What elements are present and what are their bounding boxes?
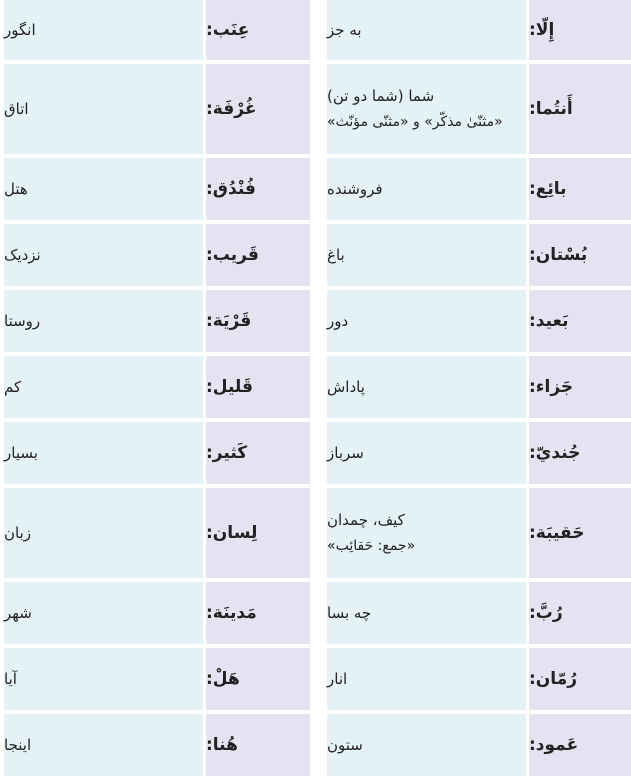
persian-meaning: کیف، چمدان (327, 511, 405, 529)
persian-meaning-cell (327, 648, 526, 710)
vocab-row (4, 714, 310, 776)
persian-meaning-cell (327, 422, 526, 484)
persian-meaning: کم (4, 378, 22, 396)
arabic-word: لِسان: (206, 488, 310, 578)
vocab-row (4, 64, 310, 154)
persian-meaning-cell (327, 582, 526, 644)
arabic-word: قَليل: (206, 356, 310, 418)
arabic-word: مَدينَة: (206, 582, 310, 644)
arabic-word: هَلْ: (206, 648, 310, 710)
persian-meaning-cell (327, 64, 526, 154)
persian-meaning-cell (327, 488, 526, 578)
vocab-row (4, 422, 310, 484)
arabic-word: عِنَب: (206, 0, 310, 60)
persian-meaning: روستا (4, 312, 41, 330)
arabic-word: كَثير: (206, 422, 310, 484)
persian-meaning-cell (327, 0, 526, 60)
arabic-word: قَرْيَة: (206, 290, 310, 352)
vocab-row (327, 64, 631, 154)
vocab-row (4, 158, 310, 220)
persian-meaning: انار (327, 670, 348, 688)
persian-meaning-cell (4, 64, 203, 154)
arabic-word: حَقيبَة: (529, 488, 631, 578)
persian-meaning-cell (4, 224, 203, 286)
vocab-row (327, 0, 631, 60)
vocab-row (327, 224, 631, 286)
persian-meaning: آیا (4, 670, 17, 688)
persian-meaning-cell (4, 158, 203, 220)
persian-meaning: انگور (4, 21, 36, 39)
persian-meaning-cell (4, 648, 203, 710)
persian-meaning: به جز (327, 21, 362, 39)
persian-meaning: اتاق (4, 100, 29, 118)
arabic-word: هُنا: (206, 714, 310, 776)
persian-meaning: بسیار (4, 444, 38, 462)
arabic-word: رُبَّ: (529, 582, 631, 644)
arabic-word: غُرْفَة: (206, 64, 310, 154)
vocab-table-left (4, 0, 310, 780)
vocab-row (327, 290, 631, 352)
persian-meaning: سرباز (327, 444, 364, 462)
vocab-table-right (327, 0, 631, 780)
persian-meaning-cell (4, 356, 203, 418)
vocab-row (327, 582, 631, 644)
persian-meaning-cell (4, 582, 203, 644)
persian-meaning: دور (327, 312, 349, 330)
persian-meaning: پاداش (327, 378, 365, 396)
persian-meaning-cell (327, 290, 526, 352)
arabic-word: جُنديّ: (529, 422, 631, 484)
vocab-row (327, 356, 631, 418)
persian-meaning: زبان (4, 524, 32, 542)
persian-meaning: شما (شما دو تن) (327, 87, 435, 105)
vocab-row (327, 714, 631, 776)
vocab-row (327, 488, 631, 578)
persian-meaning: ستون (327, 736, 363, 754)
persian-meaning-cell (4, 488, 203, 578)
persian-meaning: باغ (327, 246, 345, 264)
arabic-word: جَزاء: (529, 356, 631, 418)
persian-meaning-cell (327, 158, 526, 220)
arabic-word: بُسْتان: (529, 224, 631, 286)
vocab-row (327, 158, 631, 220)
vocab-row (4, 224, 310, 286)
persian-meaning-cell (4, 0, 203, 60)
vocab-row (327, 422, 631, 484)
persian-meaning-cell (4, 422, 203, 484)
meaning-note: «مثنّیٰ مذکّر» و «مثنّی مؤنّث» (327, 114, 503, 130)
persian-meaning-cell (4, 290, 203, 352)
vocab-row (4, 290, 310, 352)
meaning-note: «جمع: حَقائِب» (327, 538, 416, 554)
vocab-row (4, 0, 310, 60)
arabic-word: عَمود: (529, 714, 631, 776)
persian-meaning: نزدیک (4, 246, 41, 264)
vocab-row (4, 582, 310, 644)
arabic-word: بائِع: (529, 158, 631, 220)
vocab-row (4, 648, 310, 710)
vocab-row (4, 356, 310, 418)
arabic-word: رُمّان: (529, 648, 631, 710)
persian-meaning: فروشنده (327, 180, 383, 198)
arabic-word: فُنْدُق: (206, 158, 310, 220)
persian-meaning: اینجا (4, 736, 32, 754)
arabic-word: بَعید: (529, 290, 631, 352)
persian-meaning: شهر (4, 604, 32, 622)
arabic-word: أَنتُما: (529, 64, 631, 154)
persian-meaning-cell (4, 714, 203, 776)
persian-meaning: چه بسا (327, 604, 372, 622)
vocab-row (327, 648, 631, 710)
vocab-row (4, 488, 310, 578)
arabic-word: إِلّا: (529, 0, 631, 60)
persian-meaning: هتل (4, 180, 28, 198)
persian-meaning-cell (327, 224, 526, 286)
persian-meaning-cell (327, 714, 526, 776)
arabic-word: قَريب: (206, 224, 310, 286)
persian-meaning-cell (327, 356, 526, 418)
